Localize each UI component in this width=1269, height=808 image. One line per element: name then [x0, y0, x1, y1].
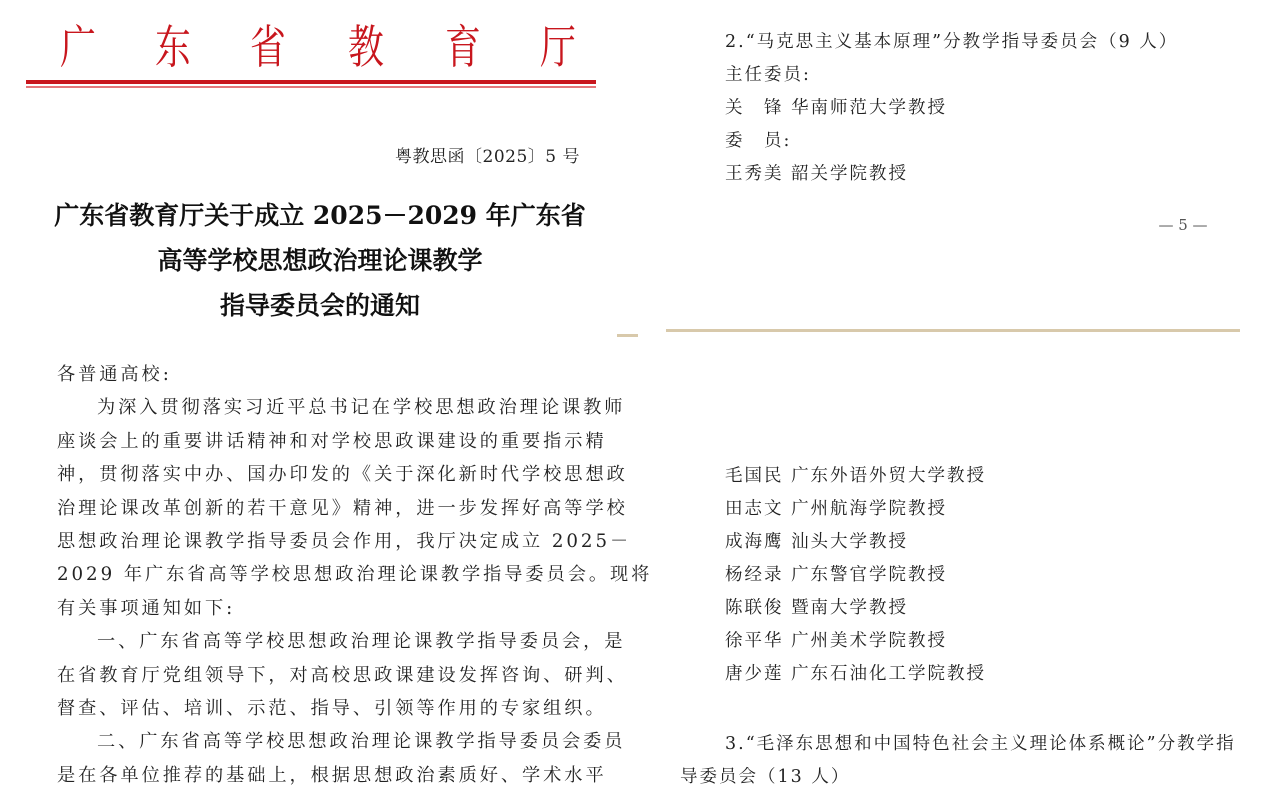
- document-body: [57, 358, 653, 792]
- body-line: 在省教育厅党组领导下，对高校思政课建设发挥咨询、研判、: [57, 664, 628, 686]
- salutation: 各普通高校:: [57, 364, 172, 385]
- page-divider-mark: [617, 334, 638, 337]
- director-label: 主任委员:: [725, 65, 811, 85]
- body-line: 2029 年广东省高等学校思想政治理论课教学指导委员会。现将: [57, 564, 653, 586]
- member-entry: 徐平华 广州美术学院教授: [725, 631, 948, 651]
- member-entry: 王秀美 韶关学院教授: [725, 164, 909, 184]
- member-entry: 杨经录 广东警官学院教授: [725, 565, 948, 585]
- body-line: 二、广东省高等学校思想政治理论课教学指导委员会委员: [97, 731, 626, 753]
- letterhead-red-rule: [26, 80, 596, 84]
- page-number: — 5 —: [1158, 216, 1208, 234]
- letterhead-char: 东: [155, 20, 191, 74]
- body-line: 思想政治理论课教学指导委员会作用，我厅决定成立 2025－: [57, 530, 632, 552]
- body-line: 有关事项通知如下:: [57, 597, 236, 619]
- member-entry: 陈联俊 暨南大学教授: [725, 598, 909, 618]
- member-list: [725, 460, 1265, 691]
- section-heading: 3.“毛泽东思想和中国特色社会主义理论体系概论”分教学指: [725, 734, 1236, 754]
- section-heading-continued: 导委员会（13 人）: [680, 767, 851, 787]
- section-2-committee: [725, 26, 1265, 191]
- body-line: 神，贯彻落实中办、国办印发的《关于深化新时代学校思想政: [57, 464, 628, 486]
- letterhead-char: 厅: [540, 20, 576, 74]
- body-line: 一、广东省高等学校思想政治理论课教学指导委员会，是: [97, 631, 626, 653]
- letterhead-char: 教: [348, 20, 384, 74]
- page-divider-rule: [666, 329, 1240, 332]
- letterhead-char: 广: [60, 20, 96, 74]
- letterhead-char: 育: [445, 20, 481, 74]
- letterhead: [26, 18, 596, 78]
- members-label: 委 员:: [725, 131, 792, 151]
- body-line: 是在各单位推荐的基础上，根据思想政治素质好、学术水平: [57, 764, 607, 786]
- member-entry: 毛国民 广东外语外贸大学教授: [725, 466, 987, 486]
- body-line: 为深入贯彻落实习近平总书记在学校思想政治理论课教师: [97, 397, 626, 419]
- title-line: 广东省教育厅关于成立 2025－2029 年广东省: [54, 201, 586, 230]
- document-title: [40, 193, 600, 328]
- section-heading: 2.“马克思主义基本原理”分教学指导委员会（9 人）: [725, 32, 1179, 52]
- member-entry: 田志文 广州航海学院教授: [725, 499, 948, 519]
- document-number: 粤教思函〔2025〕5 号: [395, 147, 580, 167]
- body-line: 座谈会上的重要讲话精神和对学校思政课建设的重要指示精: [57, 430, 607, 452]
- letterhead-red-rule-thin: [26, 86, 596, 88]
- body-line: 督查、评估、培训、示范、指导、引领等作用的专家组织。: [57, 697, 607, 719]
- letterhead-char: 省: [250, 20, 286, 74]
- title-line: 指导委员会的通知: [219, 291, 420, 320]
- member-entry: 成海鹰 汕头大学教授: [725, 532, 909, 552]
- member-entry: 唐少莲 广东石油化工学院教授: [725, 664, 987, 684]
- director-entry: 关 锋 华南师范大学教授: [725, 98, 948, 118]
- title-line: 高等学校思想政治理论课教学: [157, 246, 483, 275]
- body-line: 治理论课改革创新的若干意见》精神，进一步发挥好高等学校: [57, 497, 628, 519]
- section-3-committee: [680, 728, 1240, 794]
